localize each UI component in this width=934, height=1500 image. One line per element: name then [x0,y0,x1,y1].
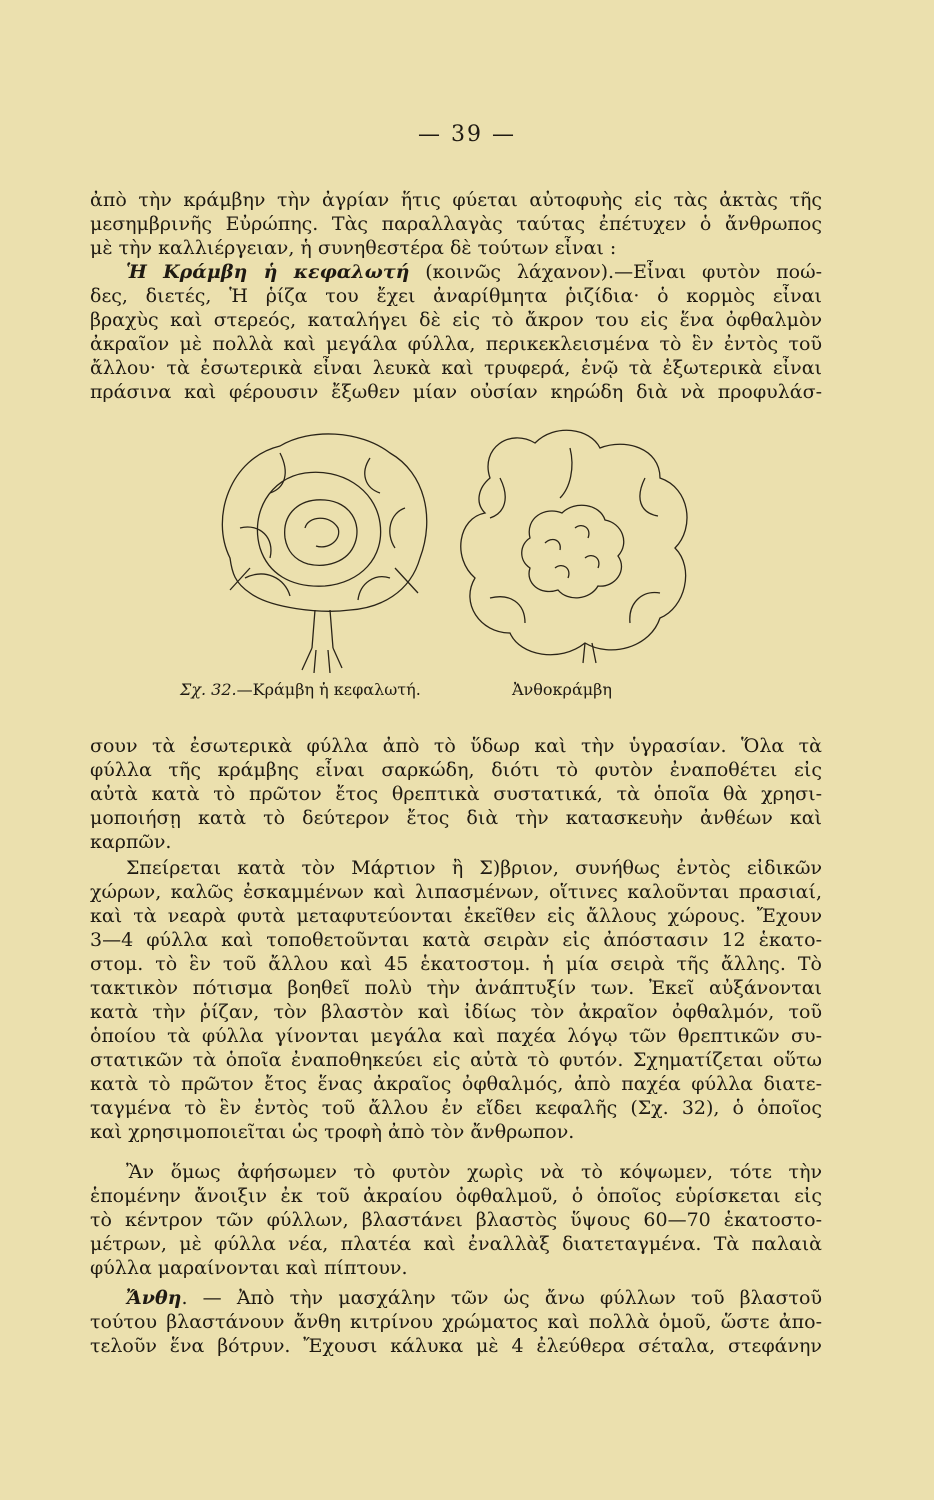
text-line: καρπῶν. [90,831,172,853]
text-line: ὁποίου τὰ φύλλα γίνονται μεγάλα καὶ παχέα λόγῳ τῶν θρεπτικῶν συ- [90,1025,822,1047]
heading-line-rest: (κοινῶς λάχανον).—Εἶναι φυτὸν ποώ- [409,261,822,283]
text-line: μεσημβρινῆς Εὐρώπης. Τὰς παραλλαγὰς ταύτας ἐπέτυχεν ὁ ἄνθρωπος [90,213,822,235]
heading-line-rest: . — Ἀπὸ τὴν μασχάλην τῶν ὡς ἄνω φύλλων τοῦ βλαστοῦ [181,1287,822,1309]
text-line: τελοῦν ἕνα βότρυν. Ἔχουσι κάλυκα μὲ 4 ἐλεύθερα σέταλα, στεφάνην [90,1335,822,1357]
middle-text-block [90,734,822,854]
text-line: βραχὺς καὶ στερεός, καταλήγει δὲ εἰς τὸ ἄκρον του εἰς ἕνα ὀφθαλμὸν [90,309,822,331]
text-line: ἀπὸ τὴν κράμβην τὴν ἀγρίαν ἥτις φύεται αὐτοφυὴς εἰς τὰς ἀκτὰς τῆς [90,189,822,211]
text-line: στατικῶν τὰ ὁποῖα ἐναποθηκεύει εἰς αὐτὰ τὸ φυτόν. Σχηματίζεται οὕτω [90,1049,822,1071]
text-line: φύλλα τῆς κράμβης εἶναι σαρκώδη, διότι τὸ φυτὸν ἐναποθέτει εἰς [90,759,822,781]
text-line: μοποιήσῃ κατὰ τὸ δεύτερον ἔτος διὰ τὴν κατασκευὴν ἀνθέων καὶ [90,807,822,829]
cauliflower-illustration [461,430,687,663]
text-line: κατὰ τὸ πρῶτον ἔτος ἕνας ἀκραῖος ὀφθαλμός, ἀπὸ παχέα φύλλα διατε- [90,1073,822,1095]
section-heading: Ἡ Κράμβη ἡ κεφαλωτή [126,261,410,283]
section-heading: Ἄνθη [126,1287,182,1309]
cabbage-head-illustration [222,434,426,673]
text-line: καὶ τὰ νεαρὰ φυτὰ μεταφυτεύονται ἐκεῖθεν εἰς ἄλλους χώρους. Ἔχουν [90,905,822,927]
text-line: αὐτὰ κατὰ τὸ πρῶτον ἔτος θρεπτικὰ συστατικά, τὰ ὁποῖα θὰ χρησι- [90,783,822,805]
text-line: ταγμένα τὸ ἓν ἐντὸς τοῦ ἄλλου ἐν εἴδει κεφαλῆς (Σχ. 32), ὁ ὁποῖος [90,1097,822,1119]
growth-paragraph [90,1160,822,1280]
text-line: Ἂν ὅμως ἀφήσωμεν τὸ φυτὸν χωρὶς νὰ τὸ κόψωμεν, τότε τὴν [126,1161,822,1183]
flowers-paragraph [90,1286,822,1358]
text-line: ἄλλου· τὰ ἐσωτερικὰ εἶναι λευκὰ καὶ τρυφερά, ἐνῷ τὰ ἐξωτερικὰ εἶναι [90,357,822,379]
figure-label: Σχ. 32. [180,680,237,699]
text-line: δες, διετές, Ἡ ῥίζα του ἔχει ἀναρίθμητα ῥιζίδια· ὁ κορμὸς εἶναι [90,285,822,307]
figure-caption-left: —Κράμβη ἡ κεφαλωτή. [236,680,421,699]
sowing-paragraph [90,856,822,1144]
text-line: κατὰ τὴν ῥίζαν, τὸν βλαστὸν καὶ ἰδίως τὸν ἀκραῖον ὀφθαλμόν, τοῦ [90,1001,822,1023]
section-heading-line [90,260,822,284]
text-line: μέτρων, μὲ φύλλα νέα, πλατέα καὶ ἐναλλὰξ διατεταγμένα. Τὰ παλαιὰ [90,1233,822,1255]
text-line: στομ. τὸ ἓν τοῦ ἄλλου καὶ 45 ἑκατοστομ. ἡ μία σειρὰ τῆς ἄλλης. Τὸ [90,953,822,975]
text-line: 3—4 φύλλα καὶ τοποθετοῦνται κατὰ σειρὰν εἰς ἀπόστασιν 12 ἑκατο- [90,929,822,951]
top-text-block [90,188,822,404]
text-line: μὲ τὴν καλλιέργειαν, ἡ συνηθεστέρα δὲ τούτων εἶναι : [90,237,617,259]
text-line: τακτικὸν πότισμα βοηθεῖ πολὺ τὴν ἀνάπτυξίν των. Ἐκεῖ αὐξάνονται [90,977,822,999]
text-line: πράσινα καὶ φέρουσιν ἔξωθεν μίαν οὐσίαν κηρώδη διὰ νὰ προφυλάσ- [90,381,822,403]
figure-caption-right: Ἀνθοκράμβη [512,680,612,699]
text-line: ἑπομένην ἄνοιξιν ἐκ τοῦ ἀκραίου ὀφθαλμοῦ, ὁ ὁποῖος εὑρίσκεται εἰς [90,1185,822,1207]
figure-illustrations [190,418,750,678]
text-line: καὶ χρησιμοποιεῖται ὡς τροφὴ ἀπὸ τὸν ἄνθρωπον. [90,1121,575,1143]
text-line: τούτου βλαστάνουν ἄνθη κιτρίνου χρώματος καὶ πολλὰ ὁμοῦ, ὥστε ἀπο- [90,1311,822,1333]
figure-caption [180,680,740,699]
section-heading-line [90,1286,822,1310]
text-line: φύλλα μαραίνονται καὶ πίπτουν. [90,1257,408,1279]
text-line: τὸ κέντρον τῶν φύλλων, βλαστάνει βλαστὸς ὕψους 60—70 ἑκατοστο- [90,1209,822,1231]
text-line: χώρων, καλῶς ἐσκαμμένων καὶ λιπασμένων, οἵτινες καλοῦνται πρασιαί, [90,881,822,903]
text-line: Σπείρεται κατὰ τὸν Μάρτιον ἢ Σ)βριον, συνήθως ἐντὸς εἰδικῶν [126,857,822,879]
page-number: — 39 — [418,122,516,147]
text-line: ἀκραῖον μὲ πολλὰ καὶ μεγάλα φύλλα, περικεκλεισμένα τὸ ἓν ἐντὸς τοῦ [90,333,822,355]
text-line: σουν τὰ ἐσωτερικὰ φύλλα ἀπὸ τὸ ὕδωρ καὶ τὴν ὑγρασίαν. Ὅλα τὰ [90,735,822,757]
